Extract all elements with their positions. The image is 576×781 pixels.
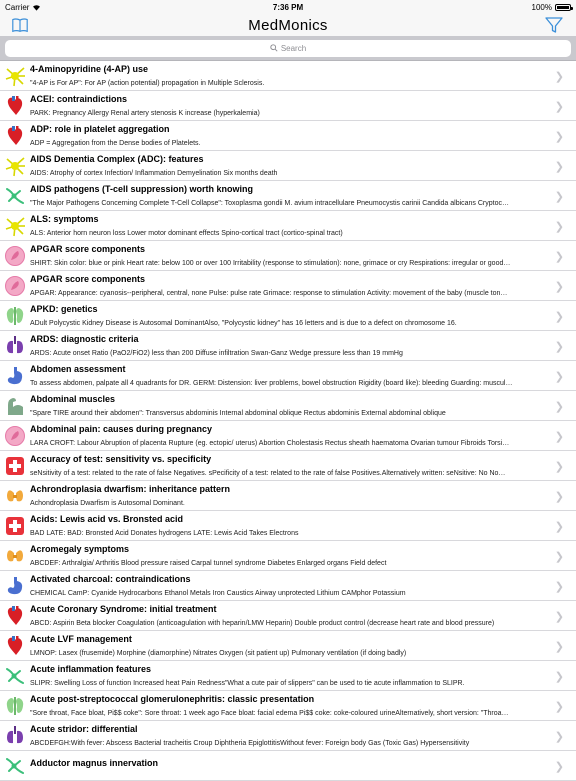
- list-item-title: Abdomen assessment: [30, 363, 126, 374]
- chevron-right-icon: ❯: [554, 551, 564, 563]
- list-item[interactable]: [0, 211, 576, 241]
- list-item-title: APKD: genetics: [30, 303, 98, 314]
- list-item[interactable]: [0, 61, 576, 91]
- list-item[interactable]: [0, 601, 576, 631]
- bacteria-icon: [0, 661, 30, 691]
- list-item-texts: [30, 724, 576, 748]
- list-item[interactable]: [0, 451, 576, 481]
- list-item-title: Abdominal muscles: [30, 393, 116, 404]
- list-item-title: AIDS pathogens (T-cell suppression) worth knowing: [30, 183, 254, 194]
- list-item[interactable]: [0, 721, 576, 751]
- chevron-right-icon: ❯: [554, 731, 564, 743]
- list-item-texts: [30, 334, 576, 358]
- chevron-right-icon: ❯: [554, 311, 564, 323]
- list-item-texts: [30, 604, 576, 628]
- muscle-icon: [0, 391, 30, 421]
- list-item-title: ADP: role in platelet aggregation: [30, 123, 170, 134]
- list-item-title: 4-Aminopyridine (4-AP) use: [30, 63, 149, 74]
- chevron-right-icon: ❯: [554, 221, 564, 233]
- thyroid-icon: [0, 481, 30, 511]
- list-item[interactable]: [0, 151, 576, 181]
- list-item-texts: [30, 274, 576, 298]
- list-item-texts: [30, 574, 576, 598]
- chevron-right-icon: ❯: [554, 131, 564, 143]
- app-title: MedMonics: [248, 16, 328, 34]
- list-item-texts: [30, 758, 576, 773]
- list-item-title: ARDS: diagnostic criteria: [30, 333, 139, 344]
- list-item-subtitle: ARDS: Acute onset Ratio (PaO2/FiO2) less than 200 Diffuse infiltration Swan-Ganz Wedge pressure less than 19 mmHg: [30, 349, 403, 357]
- heart-icon: [0, 91, 30, 121]
- list-item-texts: [30, 634, 576, 658]
- list-item[interactable]: [0, 661, 576, 691]
- chevron-right-icon: ❯: [554, 341, 564, 353]
- baby-icon: [0, 241, 30, 271]
- list-item[interactable]: [0, 391, 576, 421]
- list-item[interactable]: [0, 421, 576, 451]
- chevron-right-icon: ❯: [554, 431, 564, 443]
- list-item[interactable]: [0, 361, 576, 391]
- list-item[interactable]: [0, 751, 576, 781]
- list-item-title: AIDS Dementia Complex (ADC): features: [30, 153, 204, 164]
- list-item-title: ACEI: contraindictions: [30, 93, 128, 104]
- list-item[interactable]: [0, 511, 576, 541]
- list-item-title: Acute LVF management: [30, 633, 132, 644]
- list-item[interactable]: [0, 541, 576, 571]
- list-item-texts: [30, 124, 576, 148]
- nav-bar: [0, 14, 576, 36]
- firstaid-icon: [0, 511, 30, 541]
- list-item-texts: [30, 184, 576, 208]
- list-item-texts: [30, 64, 576, 88]
- list-item-title: Achrondroplasia dwarfism: inheritance pattern: [30, 483, 231, 494]
- list-item-subtitle: ALS: Anterior horn neuron loss Lower motor dominant effects Spino-cortical tract (cortico-spinal tract): [30, 229, 343, 237]
- list-item-title: Acids: Lewis acid vs. Bronsted acid: [30, 513, 184, 524]
- stomach-icon: [0, 571, 30, 601]
- list-item-subtitle: seNsitivity of a test: related to the rate of false Negatives. sPecificity of a test: related to the rate of false Positives.Alternatively written: seNsitive: No No…: [30, 469, 506, 477]
- list-item-subtitle: ADult Polycystic Kidney Disease is Autosomal DominantAlso, "Polycystic kidney" has 16 letters and is due to a defect on chromosome 16.: [30, 319, 457, 327]
- neuron-icon: [0, 151, 30, 181]
- list-item-title: APGAR score components: [30, 273, 146, 284]
- list-item[interactable]: [0, 181, 576, 211]
- list-item-title: Abdominal pain: causes during pregnancy: [30, 423, 213, 434]
- search-input[interactable]: [5, 40, 571, 57]
- list-item-subtitle: APGAR: Appearance: cyanosis--peripheral, central, none Pulse: pulse rate Grimace: response to stimulation Activity: movement of the baby (muscle ton…: [30, 289, 508, 297]
- chevron-right-icon: ❯: [554, 191, 564, 203]
- chevron-right-icon: ❯: [554, 101, 564, 113]
- list-item[interactable]: [0, 241, 576, 271]
- chevron-right-icon: ❯: [554, 281, 564, 293]
- list-item-title: Adductor magnus innervation: [30, 758, 159, 768]
- list-item[interactable]: [0, 91, 576, 121]
- list-item-subtitle: ABCD: Aspirin Beta blocker Coagulation (anticoagulation with heparin/LMW Heparin) Double product control (decrease heart rate and blood pressure): [30, 619, 495, 627]
- chevron-right-icon: ❯: [554, 161, 564, 173]
- list-item-texts: [30, 694, 576, 718]
- status-time: 7:36 PM: [272, 2, 304, 12]
- chevron-right-icon: ❯: [554, 371, 564, 383]
- stomach-icon: [0, 361, 30, 391]
- list-item-texts: [30, 454, 576, 478]
- list-item-texts: [30, 664, 576, 688]
- filter-icon[interactable]: [544, 15, 564, 35]
- list-item-texts: [30, 364, 576, 388]
- list-item-texts: [30, 154, 576, 178]
- thyroid-icon: [0, 541, 30, 571]
- list-item-texts: [30, 514, 576, 538]
- list-item[interactable]: [0, 271, 576, 301]
- list-item-title: Acute Coronary Syndrome: initial treatment: [30, 603, 217, 614]
- battery-percent: 100%: [531, 2, 552, 12]
- list-item-title: Activated charcoal: contraindications: [30, 573, 191, 584]
- chevron-right-icon: ❯: [554, 491, 564, 503]
- list-item-subtitle: "Spare TIRE around their abdomen": Transversus abdominis Internal abdominal oblique Rectus abdominis External abdominal oblique: [30, 409, 446, 417]
- list-item[interactable]: [0, 631, 576, 661]
- chevron-right-icon: ❯: [554, 251, 564, 263]
- list-item-texts: [30, 544, 576, 568]
- chevron-right-icon: ❯: [554, 581, 564, 593]
- list-item-subtitle: SHIRT: Skin color: blue or pink Heart rate: below 100 or over 100 Irritability (response to stimulation): none, grimace or cry Respirations: irregular or good…: [30, 259, 511, 267]
- list-item-subtitle: ABCDEFGH:With fever: Abscess Bacterial tracheitis Croup Diphtheria EpiglottitisWithout fever: Foreign body Gas (Toxic Gas) Hypersensitivity: [30, 739, 470, 747]
- list-item-texts: [30, 244, 576, 268]
- list-item-texts: [30, 424, 576, 448]
- list-item-subtitle: LMNOP: Lasex (frusemide) Morphine (diamorphine) Nitrates Oxygen (sit patient up) Pulmonary ventilation (if doing badly): [30, 649, 407, 657]
- lungs-icon: [0, 331, 30, 361]
- list-item-subtitle: SLIPR: Swelling Loss of function Increased heat Pain Redness"What a cute pair of slippers" can be used to tie acute inflammation to SLIPR.: [30, 679, 465, 687]
- list-item-texts: [30, 214, 576, 238]
- list-item-texts: [30, 484, 576, 508]
- list-item-title: ALS: symptoms: [30, 213, 99, 224]
- battery-icon: [555, 4, 571, 11]
- list-item-subtitle: To assess abdomen, palpate all 4 quadrants for DR. GERM: Distension: liver problems, bowel obstruction Rigidity (board like): bleeding Guarding: muscul…: [30, 379, 513, 387]
- chevron-right-icon: ❯: [554, 611, 564, 623]
- bacteria-icon: [0, 751, 30, 781]
- list-item-texts: [30, 304, 576, 328]
- list-item[interactable]: [0, 571, 576, 601]
- chevron-right-icon: ❯: [554, 671, 564, 683]
- neuron-icon: [0, 211, 30, 241]
- kidney-icon: [0, 691, 30, 721]
- chevron-right-icon: ❯: [554, 71, 564, 83]
- chevron-right-icon: ❯: [554, 641, 564, 653]
- search-icon: [270, 44, 278, 52]
- list-item-subtitle: ADP = Aggregation from the Dense bodies of Platelets.: [30, 139, 201, 147]
- bacteria-icon: [0, 181, 30, 211]
- heart-icon: [0, 121, 30, 151]
- list-item-title: Accuracy of test: sensitivity vs. specificity: [30, 453, 212, 464]
- heart-icon: [0, 601, 30, 631]
- list-item[interactable]: [0, 331, 576, 361]
- list-item[interactable]: [0, 481, 576, 511]
- chevron-right-icon: ❯: [554, 461, 564, 473]
- baby-icon: [0, 421, 30, 451]
- list-item-title: Acute stridor: differential: [30, 723, 138, 734]
- list-item-title: APGAR score components: [30, 243, 146, 254]
- list-item-subtitle: CHEMICAL CamP: Cyanide Hydrocarbons Ethanol Metals Iron Caustics Airway unprotected Lithium CAMphor Potassium: [30, 589, 406, 597]
- heart-icon: [0, 631, 30, 661]
- list-item-subtitle: LARA CROFT: Labour Abruption of placenta Rupture (eg. ectopic/ uterus) Abortion Cholestasis Rectus sheath haematoma Ovarian tumour Fibroids Torsi…: [30, 439, 510, 447]
- list-item-title: Acute inflammation features: [30, 663, 152, 674]
- firstaid-icon: [0, 451, 30, 481]
- baby-icon: [0, 271, 30, 301]
- search-bar: [0, 36, 576, 61]
- list-item-texts: [30, 394, 576, 418]
- list-item-subtitle: "Sore throat, Face bloat, Pi$$ coke": Sore throat: 1 week ago Face bloat: facial edema Pi$$ coke: coke-coloured urineAlternatively, short version: "Throa…: [30, 709, 509, 717]
- mnemonic-list: [0, 61, 576, 781]
- neuron-icon: [0, 61, 30, 91]
- status-bar: [0, 0, 576, 14]
- list-item-subtitle: "The Major Pathogens Concerning Complete T-Cell Collapse": Toxoplasma gondii M. avium intracellulare Pneumocystis carinii Candida albicans Cryptoc…: [30, 199, 509, 207]
- list-item-subtitle: Achondroplasia Dwarfism is Autosomal Dominant.: [30, 499, 185, 507]
- list-item-texts: [30, 94, 576, 118]
- list-item[interactable]: [0, 121, 576, 151]
- list-item-title: Acromegaly symptoms: [30, 543, 130, 554]
- list-item-subtitle: AIDS: Atrophy of cortex Infection/ Inflammation Demyelination Six months death: [30, 169, 278, 177]
- chevron-right-icon: ❯: [554, 761, 564, 773]
- carrier-label: Carrier: [5, 2, 30, 12]
- chevron-right-icon: ❯: [554, 521, 564, 533]
- chevron-right-icon: ❯: [554, 401, 564, 413]
- kidney-icon: [0, 301, 30, 331]
- list-item-subtitle: BAD LATE: BAD: Bronsted Acid Donates hydrogens LATE: Lewis Acid Takes Electrons: [30, 529, 299, 537]
- list-item[interactable]: [0, 691, 576, 721]
- search-placeholder: Search: [280, 43, 307, 53]
- book-icon[interactable]: [11, 16, 29, 34]
- list-item-subtitle: "4-AP is For AP": For AP (action potential) propagation in Multiple Sclerosis.: [30, 79, 265, 87]
- chevron-right-icon: ❯: [554, 701, 564, 713]
- list-item-title: Acute post-streptococcal glomerulonephritis: classic presentation: [30, 693, 315, 704]
- lungs-icon: [0, 721, 30, 751]
- list-item[interactable]: [0, 301, 576, 331]
- list-item-subtitle: ABCDEF: Arthralgia/ Arthritis Blood pressure raised Carpal tunnel syndrome Diabetes Enlarged organs Field defect: [30, 559, 387, 567]
- list-item-subtitle: PARK: Pregnancy Allergy Renal artery stenosis K increase (hyperkalemia): [30, 109, 260, 117]
